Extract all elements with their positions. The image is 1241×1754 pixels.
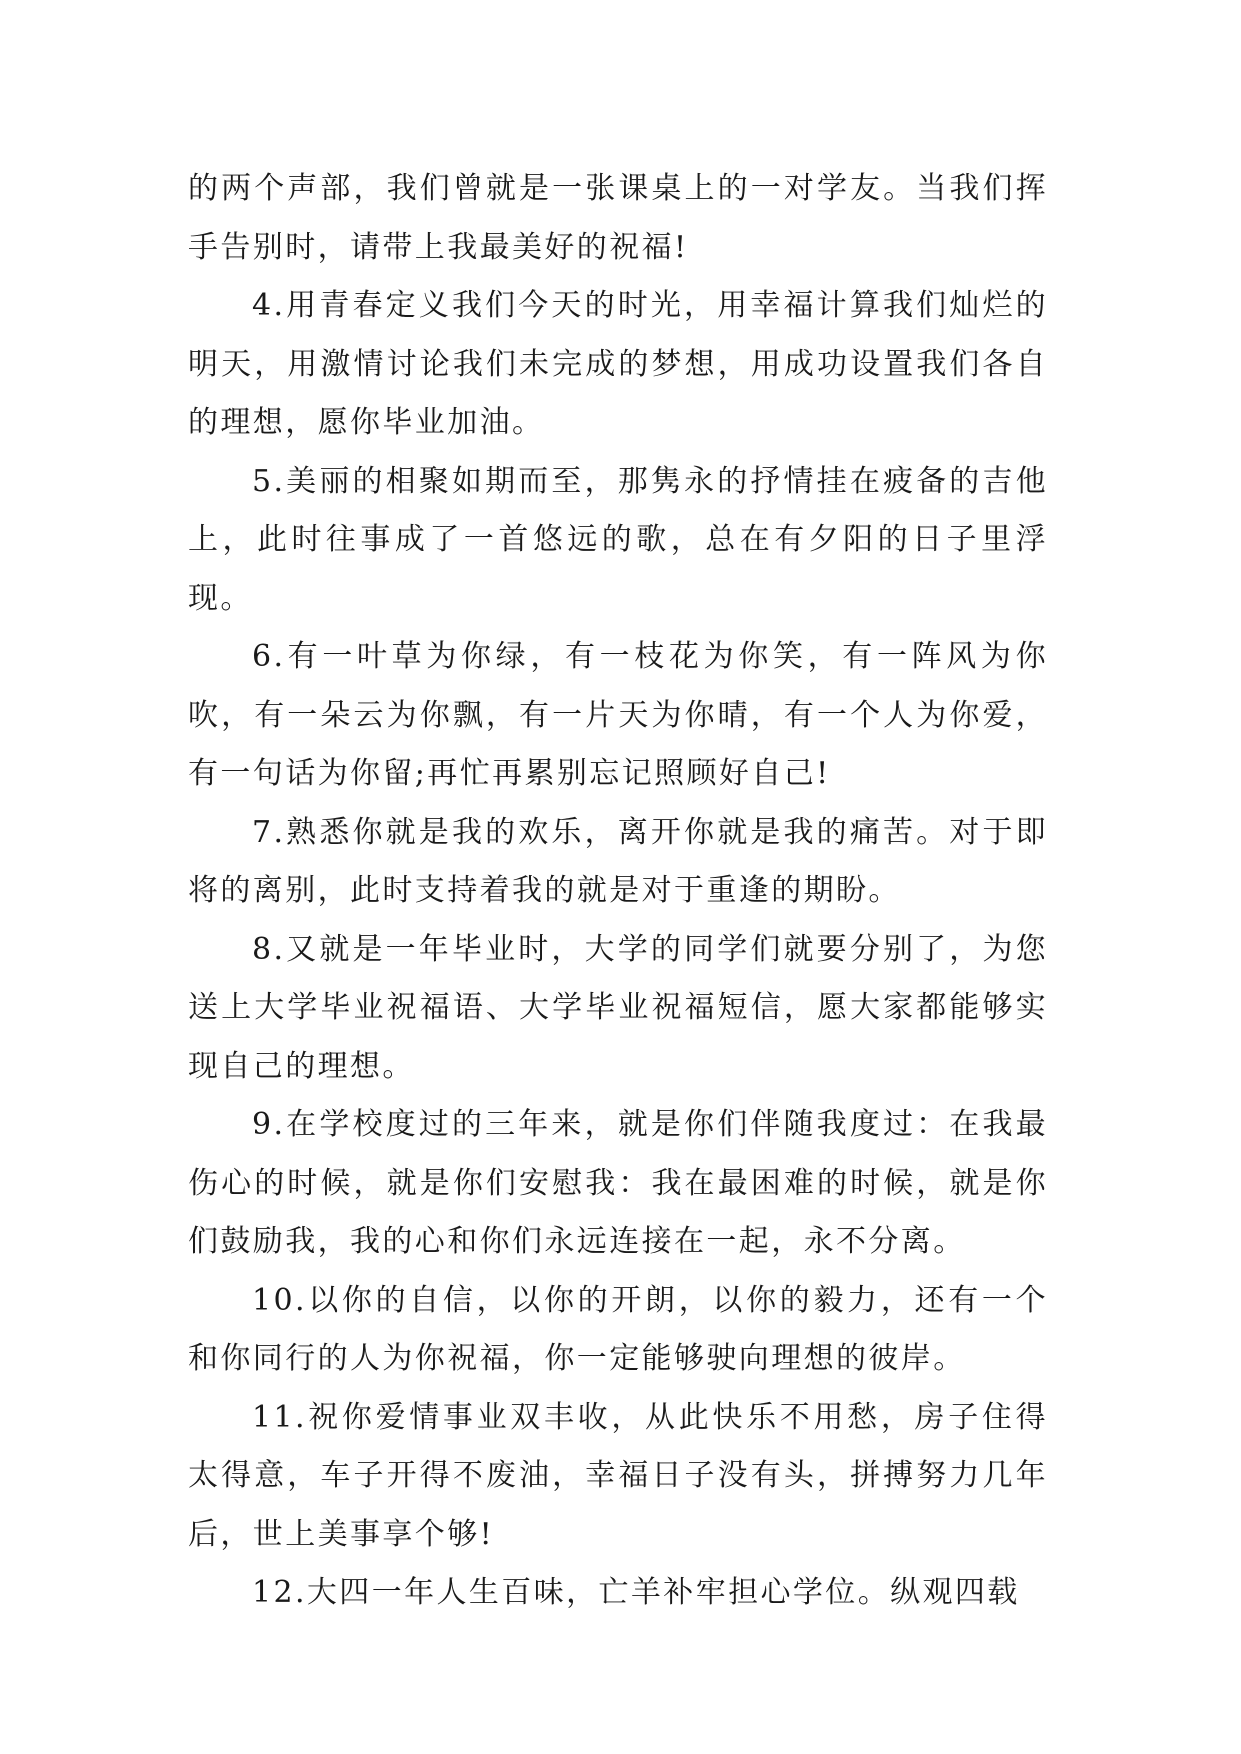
- paragraph-item-8: 8.又就是一年毕业时，大学的同学们就要分别了，为您送上大学毕业祝福语、大学毕业祝福短信，愿大家都能够实现自己的理想。: [188, 931, 1048, 1084]
- paragraph-item-7: 7.熟悉你就是我的欢乐，离开你就是我的痛苦。对于即将的离别，此时支持着我的就是对于重逢的期盼。: [188, 814, 1048, 908]
- paragraph-item-9: 9.在学校度过的三年来，就是你们伴随我度过：在我最伤心的时候，就是你们安慰我：我在最困难的时候，就是你们鼓励我，我的心和你们永远连接在一起，永不分离。: [188, 1107, 1048, 1259]
- paragraph-item-5: 5.美丽的相聚如期而至，那隽永的抒情挂在疲备的吉他上，此时往事成了一首悠远的歌，总在有夕阳的日子里浮现。: [188, 463, 1048, 616]
- paragraph-item-12: 12.大四一年人生百味，亡羊补牢担心学位。纵观四载: [252, 1575, 1020, 1610]
- document-body: [188, 160, 1048, 1623]
- paragraph-continuation: 的两个声部，我们曾就是一张课桌上的一对学友。当我们挥手告别时，请带上我最美好的祝福!: [188, 171, 1048, 265]
- paragraph-item-4: 4.用青春定义我们今天的时光，用幸福计算我们灿烂的明天，用激情讨论我们未完成的梦想，用成功设置我们各自的理想，愿你毕业加油。: [188, 288, 1048, 440]
- paragraph-item-10: 10.以你的自信，以你的开朗，以你的毅力，还有一个和你同行的人为你祝福，你一定能够驶向理想的彼岸。: [188, 1282, 1048, 1376]
- paragraph-item-6: 6.有一叶草为你绿，有一枝花为你笑，有一阵风为你吹，有一朵云为你飘，有一片天为你晴，有一个人为你爱，有一句话为你留;再忙再累别忘记照顾好自己!: [188, 639, 1048, 791]
- paragraph-item-11: 11.祝你爱情事业双丰收，从此快乐不用愁，房子住得太得意，车子开得不废油，幸福日子没有头，拼搏努力几年后，世上美事享个够!: [188, 1399, 1048, 1552]
